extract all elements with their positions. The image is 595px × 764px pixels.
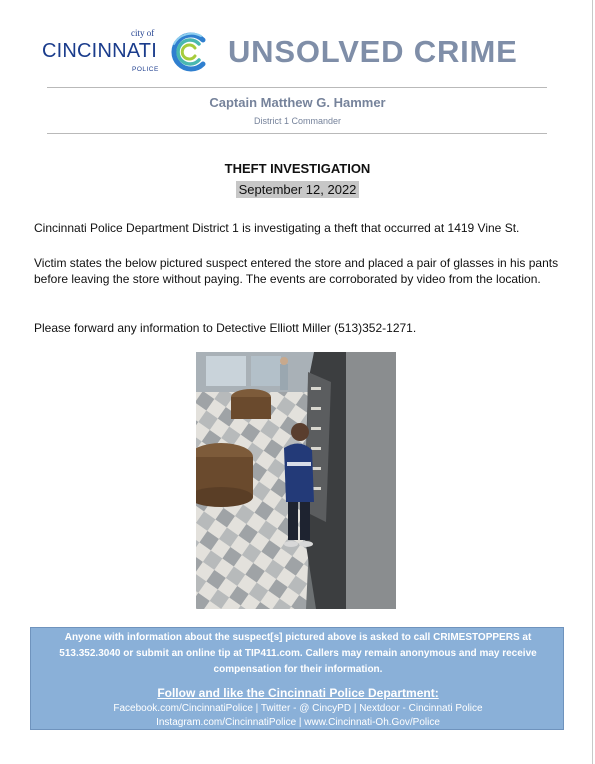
- commander-title: District 1 Commander: [253, 116, 342, 126]
- commander-name: Captain Matthew G. Hammer: [209, 95, 386, 110]
- follow-heading: Follow and like the Cincinnati Police Department:: [157, 686, 439, 700]
- header: [40, 24, 560, 80]
- logo-police: POLICE: [132, 66, 159, 73]
- bulletin-date-wrap: [0, 181, 595, 199]
- suspect-surveillance-photo: [196, 352, 396, 609]
- crimestoppers-message: Anyone with information about the suspect[s] pictured above is asked to call CRIMESTOPPERS at 513.352.3040 or submit an online tip at TIP411.com. Callers may remain anonymous and may receive compensation for their information.: [59, 632, 537, 675]
- social-links-line-2[interactable]: Instagram.com/CincinnatiPolice | www.Cincinnati-Oh.Gov/Police: [156, 717, 440, 728]
- paragraph-description: Victim states the below pictured suspect entered the store and placed a pair of glasses in his pants before leaving the store without paying. The events are corroborated by video from the location.: [34, 256, 559, 286]
- header-divider-top: [47, 87, 547, 88]
- social-links-line-1[interactable]: Facebook.com/CincinnatiPolice | Twitter - @ CincyPD | Nextdoor - Cincinnati Police: [113, 703, 483, 714]
- logo-c-swirl-icon: [166, 30, 210, 74]
- bulletin-date: September 12, 2022: [236, 181, 360, 198]
- logo-city-of: city of: [131, 28, 155, 38]
- paragraph-contact: Please forward any information to Detective Elliott Miller (513)352-1271.: [34, 321, 417, 335]
- crimestoppers-info-box: [30, 627, 564, 730]
- header-divider-bottom: [47, 133, 547, 134]
- bulletin-heading: THEFT INVESTIGATION: [224, 161, 371, 176]
- logo-name: CINCINNATI: [42, 40, 157, 62]
- surveillance-image-drawing: [196, 352, 396, 609]
- page-edge: [592, 0, 593, 764]
- paragraph-location: Cincinnati Police Department District 1 is investigating a theft that occurred at 1419 Vine St.: [34, 221, 520, 235]
- cincinnati-police-logo: [42, 28, 212, 76]
- page-title: UNSOLVED CRIME: [228, 34, 518, 69]
